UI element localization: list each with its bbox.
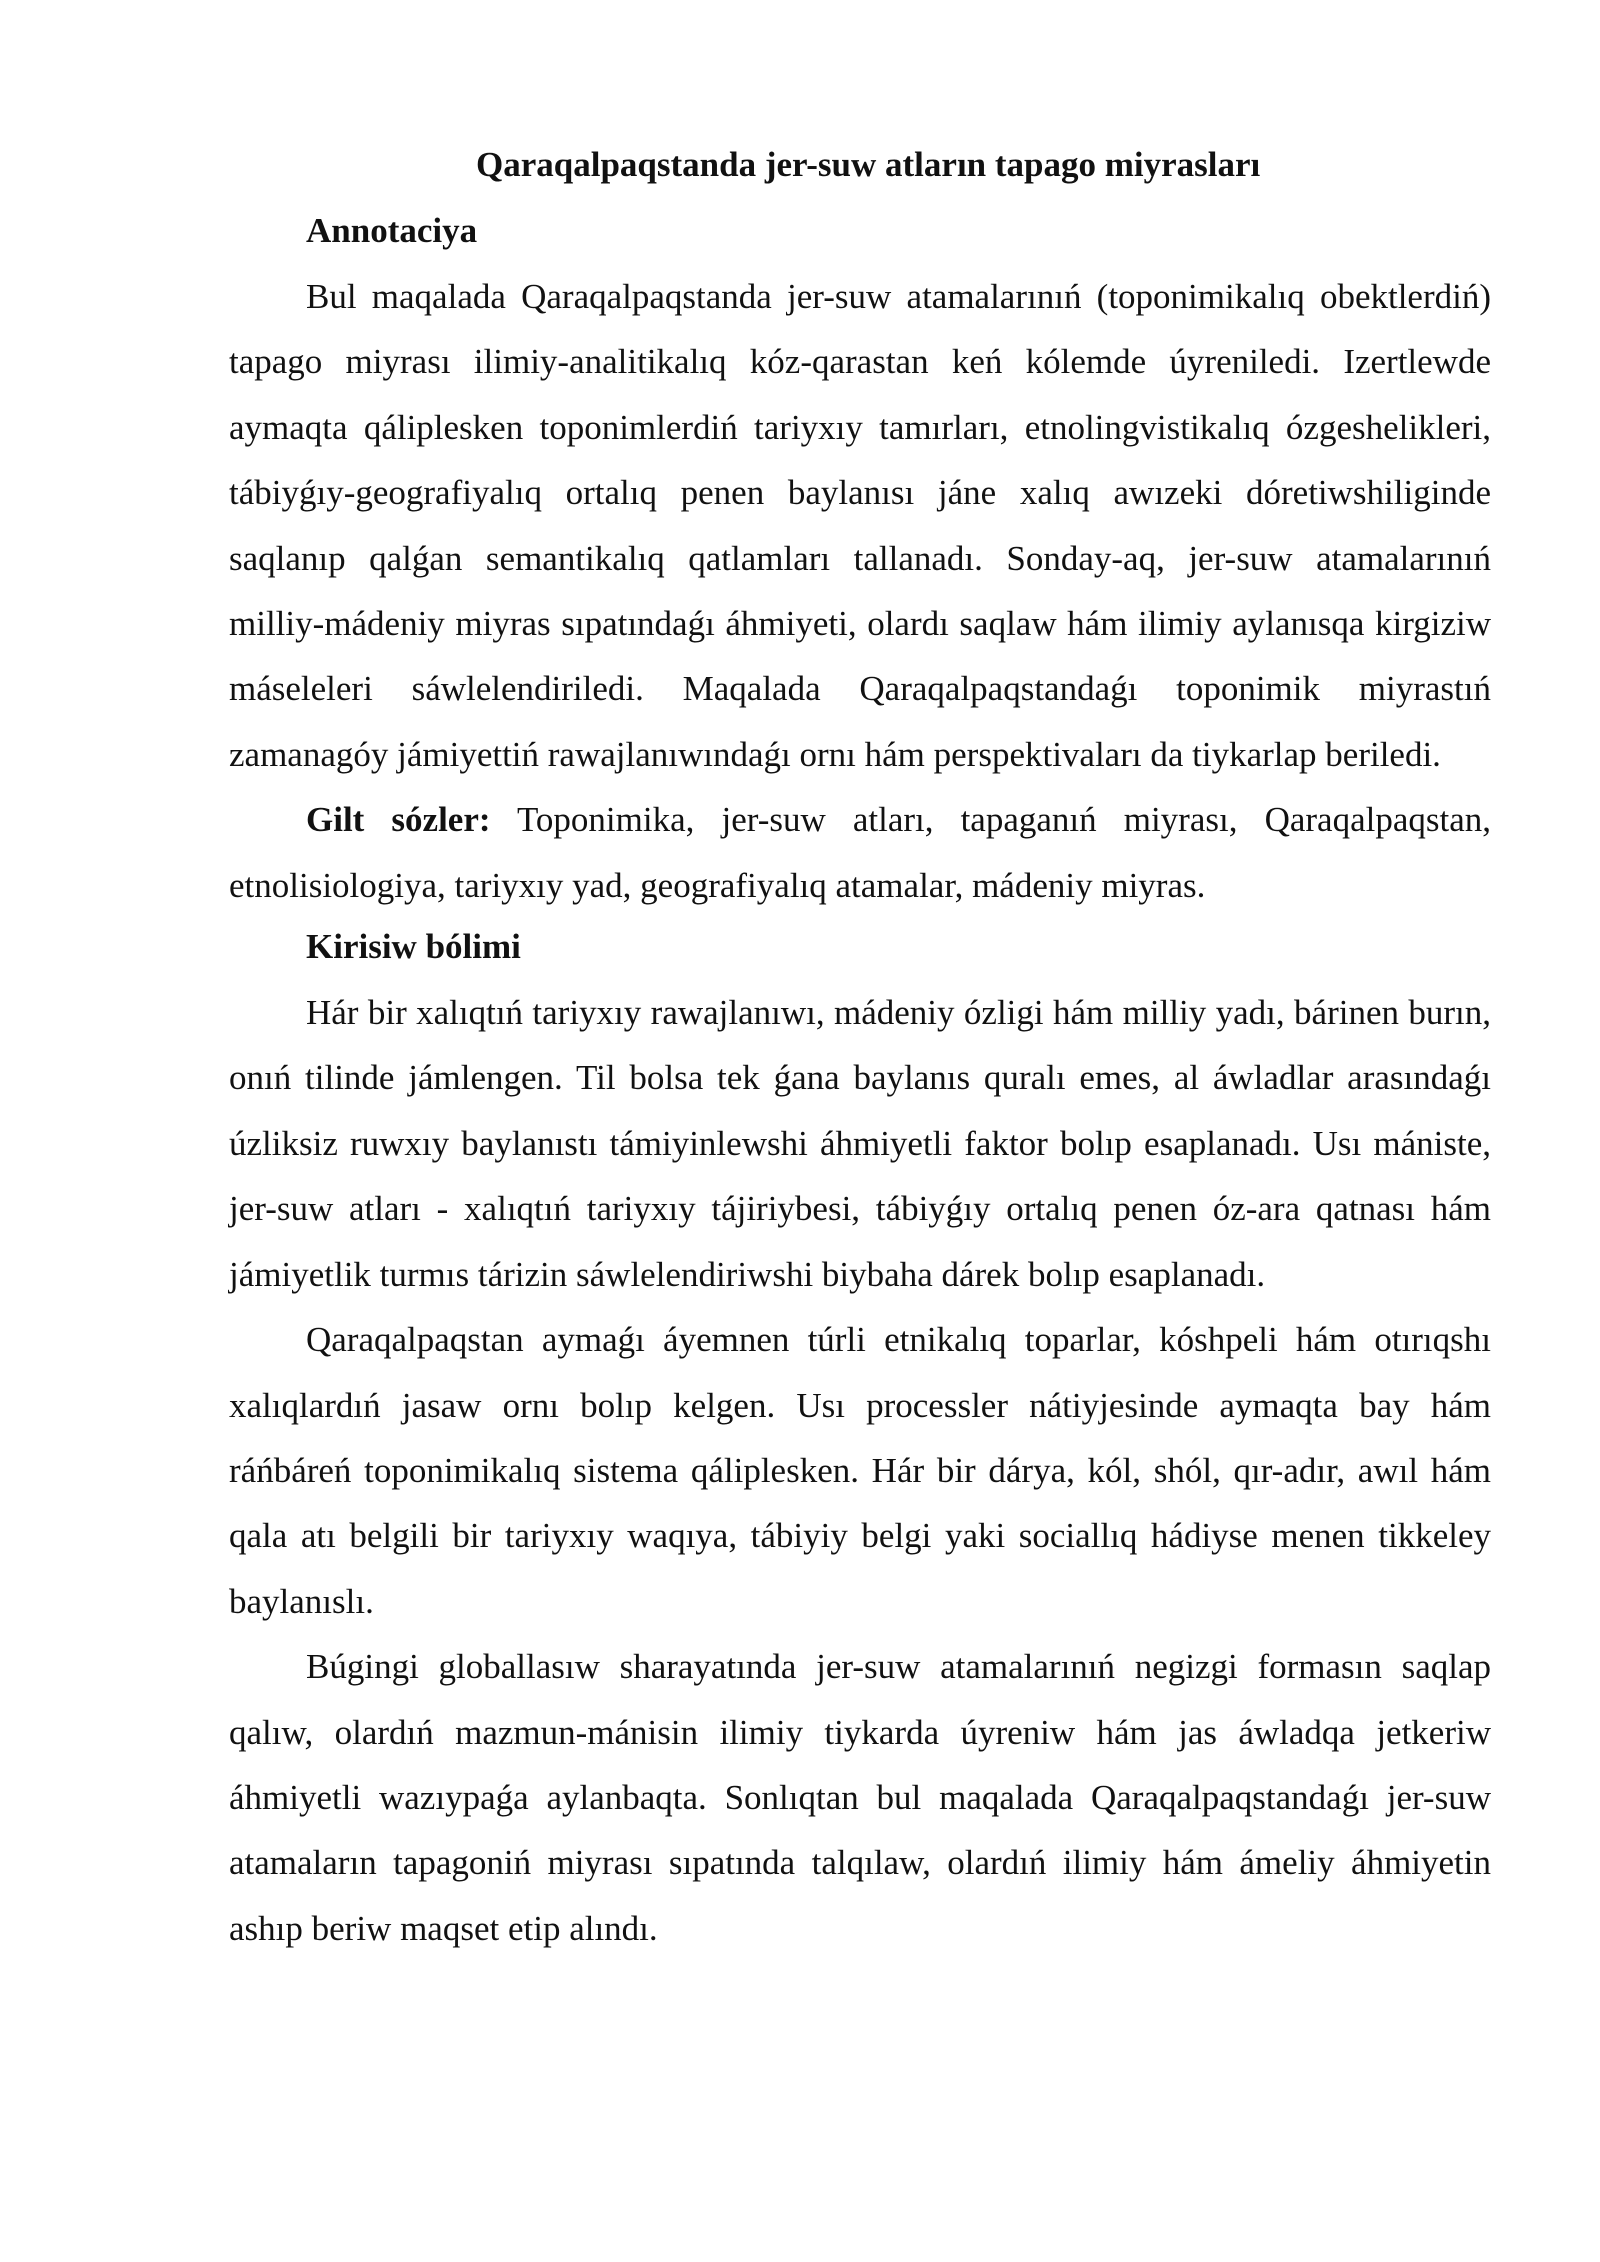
annotation-text: Bul maqalada Qaraqalpaqstanda jer-suw atamalarınıń (toponimikalıq obektlerdiń) tapago miyrası ilimiy-analitikalıq kóz-qarastan keń kólemde úyreniledi. Izertlewde aymaqta qáliplesken toponimlerdiń tariyxıy tamırları, etnolingvistikalıq ózgeshelikleri, tábiyǵıy-geografiyalıq ortalıq penen baylanısı jáne xalıq awızeki dóretiwshiliginde saqlanıp qalǵan semantikalıq qatlamları tallanadı. Sonday-aq, jer-suw atamalarınıń milliy-mádeniy miyras sıpatındaǵı áhmiyeti, olardı saqlaw hám ilimiy aylanısqa kirgiziw máseleleri sáwlelendiriledi. Maqalada Qaraqalpaqstandaǵı toponimik miyrastıń zamanagóy jámiyettiń rawajlanıwındaǵı ornı hám perspektivaları da tiykarlap beriledi. [229, 277, 1491, 774]
keywords-paragraph [229, 787, 1491, 918]
annotation-heading: Annotaciya [306, 211, 478, 250]
introduction-paragraph-1: Hár bir xalıqtıń tariyxıy rawajlanıwı, mádeniy ózligi hám milliy yadı, bárinen burın, onıń tilinde jámlengen. Til bolsa tek ǵana baylanıs quralı emes, al áwladlar arasındaǵı úzliksiz ruwxıy baylanıstı támiyinlewshi áhmiyetli faktor bolıp esaplanadı. Usı mániste, jer-suw atları - xalıqtıń tariyxıy tájiriybesi, tábiyǵıy ortalıq penen óz-ara qatnası hám jámiyetlik turmıs tárizin sáwlelendiriwshi biybaha dárek bolıp esaplanadı. [229, 993, 1491, 1294]
introduction-paragraph-3: Búgingi globallasıw sharayatında jer-suw atamalarınıń negizgi formasın saqlap qalıw, olardıń mazmun-mánisin ilimiy tiykarda úyreniw hám jas áwladqa jetkeriw áhmiyetli wazıypaǵa aylanbaqta. Sonlıqtan bul maqalada Qaraqalpaqstandaǵı jer-suw atamaların tapagoniń miyrası sıpatında talqılaw, olardıń ilimiy hám ámeliy áhmiyetin ashıp beriw maqset etip alındı. [229, 1647, 1491, 1948]
introduction-heading: Kirisiw bólimi [306, 927, 521, 967]
keywords-text: Toponimika, jer-suw atları, tapaganıń miyrası, Qaraqalpaqstan, etnolisiologiya, tariyxıy yad, geografiyalıq atamalar, mádeniy miyras. [229, 800, 1491, 905]
keywords-label: Gilt sózler: [306, 800, 491, 840]
paper-title: Qaraqalpaqstanda jer-suw atların tapago miyrasları [476, 145, 1261, 184]
introduction-paragraph-2: Qaraqalpaqstan aymaǵı áyemnen túrli etnikalıq toparlar, kóshpeli hám otırıqshı xalıqlardıń jasaw ornı bolıp kelgen. Usı processler nátiyjesinde aymaqta bay hám ráńbáreń toponimikalıq sistema qáliplesken. Hár bir dárya, kól, shól, qır-adır, awıl hám qala atı belgili bir tariyxıy waqıya, tábiyiy belgi yaki sociallıq hádiyse menen tikkeley baylanıslı. [229, 1320, 1491, 1621]
document-page [229, 140, 1491, 1961]
